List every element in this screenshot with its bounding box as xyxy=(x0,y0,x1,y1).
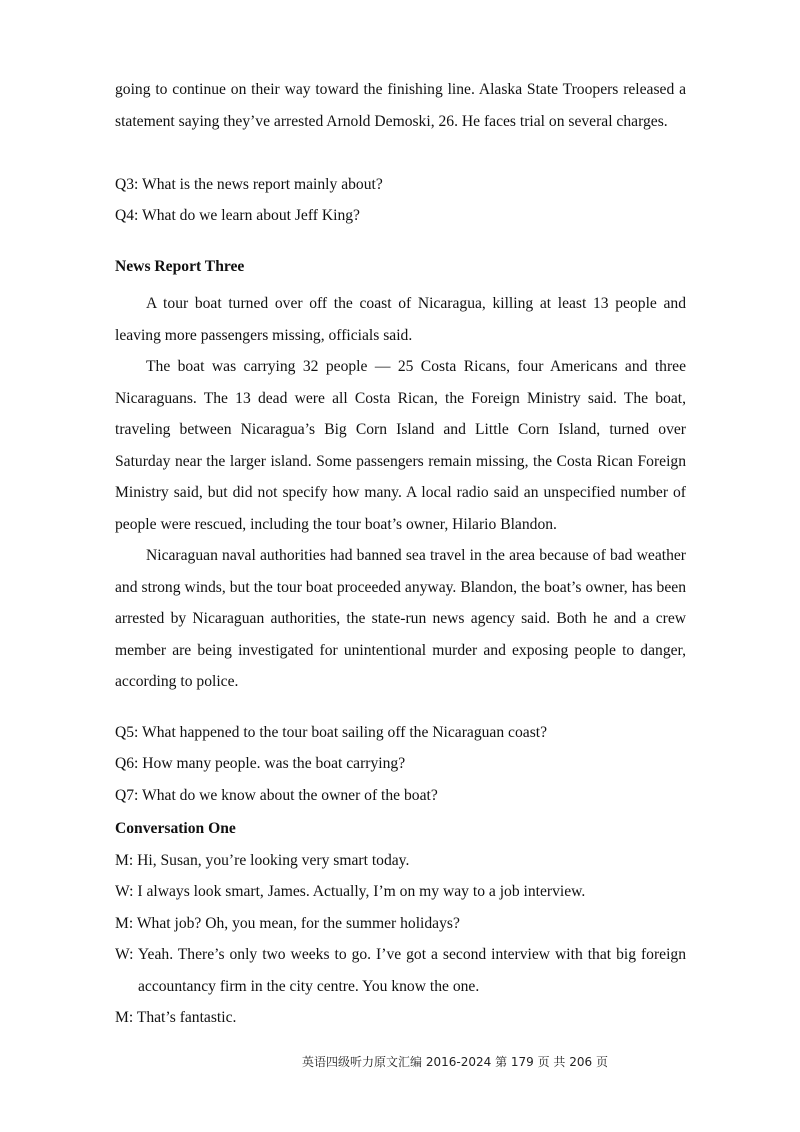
news-report-paragraph-2: The boat was carrying 32 people — 25 Costa Ricans, four Americans and three Nicaraguans. The 13 dead were all Costa Rican, the Foreign Ministry said. The boat, traveling between Nicaragua’s Big Corn Island and Little Corn Island, turned over Saturday near the larger island. Some passengers remain missing, the Costa Rican Foreign Ministry said, but did not specify how many. A local radio said an unspecified number of people were rescued, including the tour boat’s owner, Hilario Blandon. xyxy=(115,358,686,533)
continued-paragraph: going to continue on their way toward the finishing line. Alaska State Troopers released a statement saying they’ve arrested Arnold Demoski, 26. He faces trial on several charges. xyxy=(115,81,686,130)
dialogue-line: M: That’s fantastic. xyxy=(115,1009,237,1026)
question-group-q5-q7 xyxy=(115,717,686,812)
question-q5: Q5: What happened to the tour boat sailing off the Nicaraguan coast? xyxy=(115,723,548,741)
dialogue-line: W: Yeah. There’s only two weeks to go. I’ve got a second interview with that big foreign accountancy firm in the city centre. You know the one. xyxy=(115,946,686,995)
news-report-paragraph-3: Nicaraguan naval authorities had banned sea travel in the area because of bad weather and strong winds, but the tour boat proceeded anyway. Blandon, the boat’s owner, has been arrested by Nicaraguan authorities, the state-run news agency said. Both he and a crew member are being investigated for unintentional murder and exposing people to danger, according to police. xyxy=(115,547,686,690)
question-group-q3-q4 xyxy=(115,169,686,232)
question-q3: Q3: What is the news report mainly about? xyxy=(115,175,383,193)
news-report-paragraph-1: A tour boat turned over off the coast of Nicaragua, killing at least 13 people and leaving more passengers missing, officials said. xyxy=(115,295,686,344)
conversation-one-heading: Conversation One xyxy=(115,820,236,837)
question-q4: Q4: What do we learn about Jeff King? xyxy=(115,207,360,224)
dialogue-line: M: Hi, Susan, you’re looking very smart today. xyxy=(115,851,410,869)
dialogue-line: W: I always look smart, James. Actually, I’m on my way to a job interview. xyxy=(115,883,586,900)
page-footer: 英语四级听力原文汇编 2016-2024 第 179 页 共 206 页 xyxy=(302,1055,608,1069)
dialogue-line: M: What job? Oh, you mean, for the summer holidays? xyxy=(115,914,460,932)
news-report-three-heading: News Report Three xyxy=(115,257,245,275)
conversation-one-section xyxy=(115,813,686,1034)
question-q7: Q7: What do we know about the owner of the boat? xyxy=(115,786,438,804)
question-q6: Q6: How many people. was the boat carrying? xyxy=(115,755,406,772)
document-page xyxy=(115,74,686,1034)
news-report-three-section xyxy=(115,251,686,698)
